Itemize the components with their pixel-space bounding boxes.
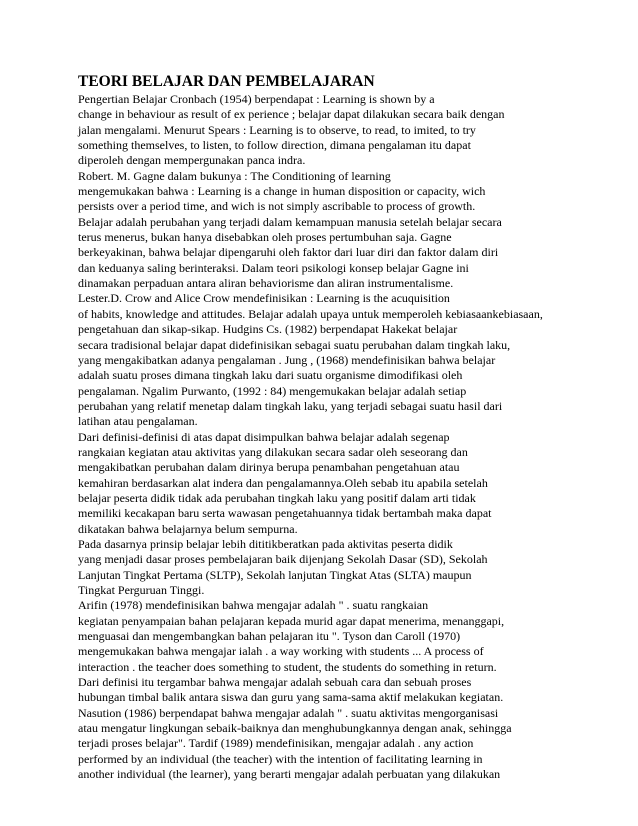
text-line: persists over a period time, and wich is not simply ascribable to process of growth. <box>78 199 476 214</box>
text-line: berkeyakinan, bahwa belajar dipengaruhi oleh faktor dari luar diri dan faktor dalam diri <box>78 245 499 260</box>
text-line: Robert. M. Gagne dalam bukunya : The Conditioning of learning <box>78 168 391 183</box>
text-line: yang mengakibatkan adanya pengalaman . Jung , (1968) mendefinisikan bahwa belajar <box>78 352 496 367</box>
text-line: terus menerus, bukan hanya disebabkan oleh proses pertumbuhan saja. Gagne <box>78 230 452 245</box>
text-line: Dari definisi-definisi di atas dapat disimpulkan bahwa belajar adalah segenap <box>78 429 450 444</box>
text-line: Dari definisi itu tergambar bahwa mengajar adalah sebuah cara dan sebuah proses <box>78 675 472 690</box>
text-line: interaction . the teacher does something to student, the students do something in return. <box>78 659 497 674</box>
text-line: Pengertian Belajar Cronbach (1954) berpendapat : Learning is shown by a <box>78 92 435 106</box>
text-line: memiliki kecakapan baru serta wawasan pengetahuannya tidak bertambah maka dapat <box>78 506 492 521</box>
text-line: another individual (the learner), yang berarti mengajar adalah perbuatan yang dilakukan <box>78 767 501 782</box>
text-line: dikatakan bahwa belajarnya belum sempurna. <box>78 521 298 536</box>
text-line: mengakibatkan perubahan dalam dirinya berupa penambahan pengetahuan atau <box>78 460 460 475</box>
document-body <box>78 72 618 782</box>
text-line: Lanjutan Tingkat Pertama (SLTP), Sekolah lanjutan Tingkat Atas (SLTA) maupun <box>78 567 472 582</box>
text-line: perubahan yang relatif menetap dalam tingkah laku, yang terjadi sebagai suatu hasil dari <box>78 398 503 413</box>
document-text <box>78 92 618 782</box>
text-line: Nasution (1986) berpendapat bahwa mengajar adalah " . suatu aktivitas mengorganisasi <box>78 705 499 720</box>
text-line: yang menjadi dasar proses pembelajaran baik dijenjang Sekolah Dasar (SD), Sekolah <box>78 552 488 567</box>
text-line: kegiatan penyampaian bahan pelajaran kepada murid agar dapat menerima, menanggapi, <box>78 613 505 628</box>
text-line: mengemukakan bahwa : Learning is a change in human disposition or capacity, wich <box>78 184 486 199</box>
text-line: latihan atau pengalaman. <box>78 414 198 429</box>
text-line: something themselves, to listen, to follow direction, dimana pengalaman itu dapat <box>78 138 471 153</box>
text-line: Arifin (1978) mendefinisikan bahwa mengajar adalah " . suatu rangkaian <box>78 598 429 613</box>
text-line: adalah suatu proses dimana tingkah laku dari suatu organisme dimodifikasi oleh <box>78 368 463 383</box>
text-line: rangkaian kegiatan atau aktivitas yang dilakukan secara sadar oleh seseorang dan <box>78 444 468 459</box>
text-line: belajar peserta didik tidak ada perubahan tingkah laku yang positif dalam arti tidak <box>78 490 476 505</box>
text-line: dan keduanya saling berinteraksi. Dalam teori psikologi konsep belajar Gagne ini <box>78 260 469 275</box>
text-line: diperoleh dengan mempergunakan panca indra. <box>78 153 306 168</box>
text-line: secara tradisional belajar dapat didefinisikan sebagai suatu perubahan dalam tingkah laku, <box>78 337 511 352</box>
text-line: Pada dasarnya prinsip belajar lebih dititikberatkan pada aktivitas peserta didik <box>78 536 453 551</box>
text-line: pengetahuan dan sikap-sikap. Hudgins Cs. (1982) berpendapat Hakekat belajar <box>78 322 458 337</box>
text-line: atau mengatur lingkungan sebaik-baiknya dan menghubungkannya dengan anak, sehingga <box>78 721 512 736</box>
document-title: TEORI BELAJAR DAN PEMBELAJARAN <box>78 73 375 90</box>
text-line: terjadi proses belajar". Tardif (1989) mendefinisikan, mengajar adalah . any action <box>78 736 474 751</box>
text-line: of habits, knowledge and attitudes. Belajar adalah upaya untuk memperoleh kebiasaankebiasaan, <box>78 306 543 321</box>
text-line: mengemukakan bahwa mengajar ialah . a way working with students ... A process of <box>78 644 484 659</box>
text-line: performed by an individual (the teacher) with the intention of facilitating learning in <box>78 751 483 766</box>
text-line: kemahiran berdasarkan alat indera dan pengalamannya.Oleh sebab itu apabila setelah <box>78 475 488 490</box>
text-line: jalan mengalami. Menurut Spears : Learning is to observe, to read, to imited, to try <box>78 122 476 137</box>
text-line: menguasai dan mengembangkan bahan pelajaran itu ". Tyson dan Caroll (1970) <box>78 629 461 644</box>
text-line: Tingkat Perguruan Tinggi. <box>78 583 205 597</box>
text-line: pengalaman. Ngalim Purwanto, (1992 : 84) mengemukakan belajar adalah setiap <box>78 383 467 398</box>
text-line: change in behaviour as result of ex perience ; belajar dapat dilakukan secara baik dengan <box>78 107 505 122</box>
text-line: hubungan timbal balik antara siswa dan guru yang sama-sama aktif melakukan kegiatan. <box>78 690 504 705</box>
text-line: Belajar adalah perubahan yang terjadi dalam kemampuan manusia setelah belajar secara <box>78 214 502 229</box>
text-line: dinamakan perpaduan antara aliran behaviorisme dan aliran instrumentalisme. <box>78 276 454 291</box>
text-line: Lester.D. Crow and Alice Crow mendefinisikan : Learning is the acuquisition <box>78 291 450 306</box>
